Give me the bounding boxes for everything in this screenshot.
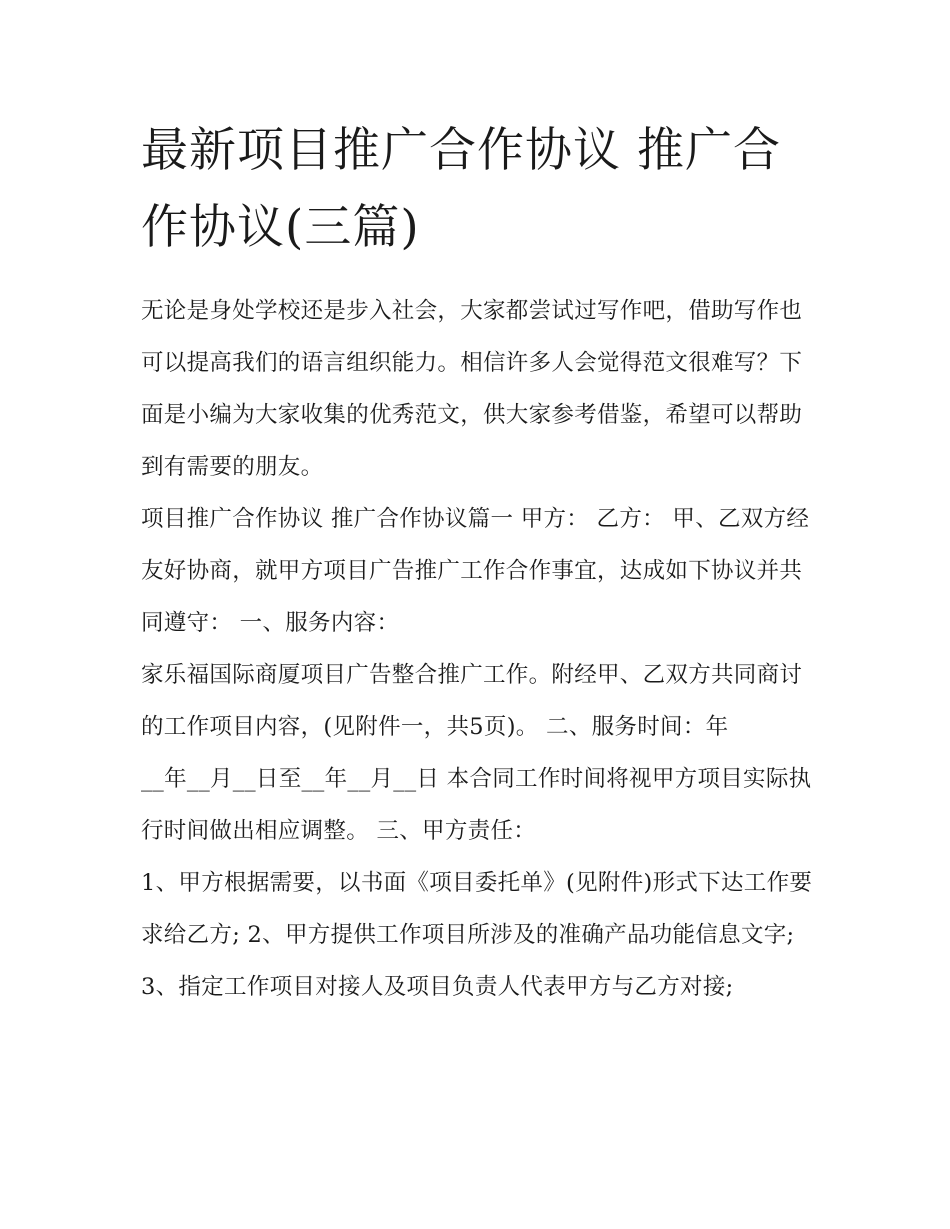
document-body [141,112,813,1013]
party-a-duty-item-3: 3、指定工作项目对接人及项目负责人代表甲方与乙方对接; [141,974,734,1000]
intro-paragraph: 无论是身处学校还是步入社会，大家都尝试过写作吧，借助写作也可以提高我们的语言组织能力。相信许多人会觉得范文很难写？下面是小编为大家收集的优秀范文，供大家参考借鉴，希望可以帮助到有需要的朋友。 [141,298,803,480]
party-a-duty-paragraph: 1、甲方根据需要，以书面《项目委托单》(见附件)形式下达工作要求给乙方; 2、甲方提供工作项目所涉及的准确产品功能信息文字; [141,870,813,948]
service-time-paragraph: __年__月__日至__年__月__日 本合同工作时间将视甲方项目实际执行时间做出相应调整。 三、甲方责任： [141,766,812,844]
service-content-paragraph: 家乐福国际商厦项目广告整合推广工作。附经甲、乙双方共同商讨的工作项目内容，(见附件一，共5页)。 二、服务时间：年 [141,662,803,740]
document-title: 最新项目推广合作协议 推广合作协议(三篇) [141,123,781,255]
agreement-opening-paragraph: 项目推广合作协议 推广合作协议篇一 甲方： 乙方： 甲、乙双方经友好协商，就甲方项目广告推广工作合作事宜，达成如下协议并共同遵守： 一、服务内容： [141,506,810,636]
